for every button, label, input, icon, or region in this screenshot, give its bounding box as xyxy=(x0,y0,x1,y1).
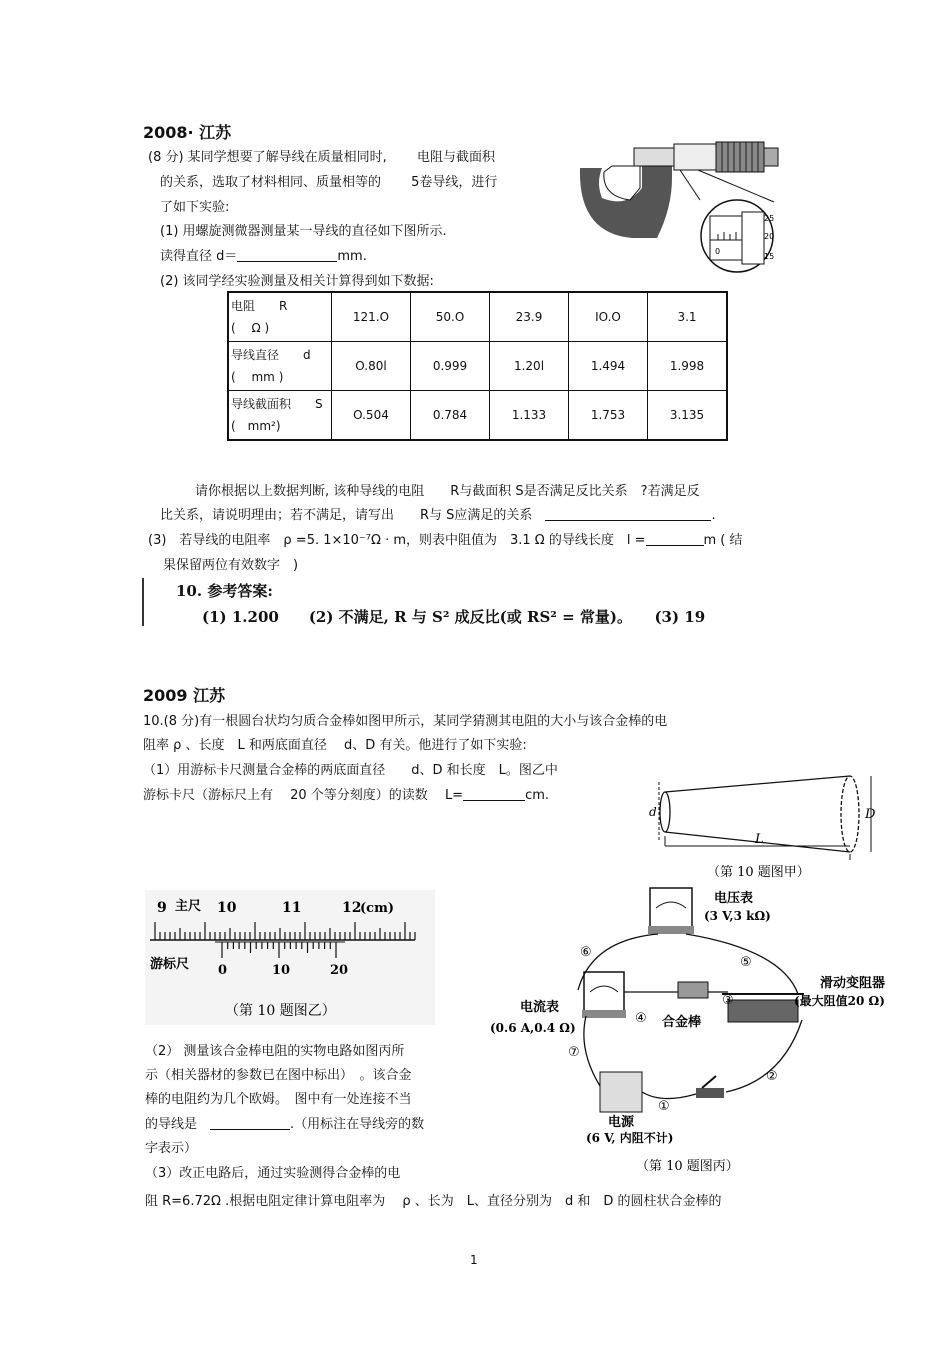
power-source-label: 电源 xyxy=(608,1115,635,1130)
q2009-line3: （1）用游标卡尺测量合金棒的两底面直径 d、D 和长度 L。图乙中 xyxy=(143,763,558,778)
wire-label-4: ④ xyxy=(635,1011,647,1026)
answer-title: 10. 参考答案: xyxy=(176,582,273,600)
table-row xyxy=(228,391,727,441)
q2008-q3-text: (3) 若导线的电阻率 ρ =5. 1×10⁻⁷Ω · m，则表中阻值为 3.1 Ω 的导线长度 l = xyxy=(148,533,646,548)
q2008-para1: 请你根据以上数据判断, 该种导线的电阻 R与截面积 S是否满足反比关系 ?若满足反 xyxy=(195,484,700,499)
q2008-line1: (8 分) 某同学想要了解导线在质量相同时, 电阻与截面积 xyxy=(148,150,495,165)
fig-yi-vernier-label: 游标尺 xyxy=(150,957,190,972)
table-cell: 23.9 xyxy=(490,292,569,342)
figure-jia-rod xyxy=(645,770,895,885)
wire-label-6: ⑥ xyxy=(580,945,592,960)
table-cell: 1.133 xyxy=(490,391,569,441)
table-cell: 0.999 xyxy=(411,342,490,391)
table-cell: 1.20l xyxy=(490,342,569,391)
ammeter-label: 电流表 xyxy=(520,1000,560,1015)
wire-label-2: ② xyxy=(766,1069,778,1084)
micrometer-scale-25: 25 xyxy=(764,214,775,223)
table-row-label xyxy=(228,292,332,342)
figure-yi-vernier xyxy=(145,890,435,1025)
table-cell: O.80l xyxy=(332,342,411,391)
q2009-line4 xyxy=(143,784,549,803)
row-label-name: 导线截面积 S xyxy=(231,397,323,411)
q2009-p2-line1: （2） 测量该合金棒电阻的实物电路如图丙所 xyxy=(145,1044,405,1059)
ammeter-base xyxy=(582,1010,626,1018)
wire-label-7: ⑦ xyxy=(568,1045,580,1060)
rheostat-label: 滑动变阻器 xyxy=(820,976,886,991)
fig-bing-caption: （第 10 题图丙） xyxy=(636,1159,739,1174)
rheostat-spec: (最大阻值20 Ω) xyxy=(794,994,885,1008)
switch-shape xyxy=(696,1088,724,1098)
heading-2008: 2008· 江苏 xyxy=(143,123,232,142)
fig-jia-caption: （第 10 题图甲） xyxy=(707,865,810,880)
rheostat-shape xyxy=(728,1000,798,1022)
q2008-line5-unit: mm. xyxy=(337,249,367,264)
table-cell: IO.O xyxy=(569,292,648,342)
voltmeter-body xyxy=(650,888,692,930)
table-cell: 1.494 xyxy=(569,342,648,391)
row-label-unit: ( Ω ) xyxy=(231,321,270,335)
row-label-name: 电阻 R xyxy=(231,299,288,313)
q2009-p2-line3: 棒的电阻约为几个欧姆。 图中有一处连接不当 xyxy=(145,1092,412,1107)
micrometer-scale-0: 0 xyxy=(715,247,721,256)
fig-jia-L-label: L xyxy=(755,832,764,847)
q2008-line4: (1) 用螺旋测微器测量某一导线的直径如下图所示. xyxy=(160,224,447,239)
table-cell: O.504 xyxy=(332,391,411,441)
q2008-para2-end: . xyxy=(711,508,716,523)
fig-yi-main-tick-11: 11 xyxy=(282,900,302,916)
data-table xyxy=(227,291,728,441)
table-cell: 3.1 xyxy=(648,292,728,342)
q2009-line4-text: 游标卡尺（游标尺上有 20 个等分刻度）的读数 L= xyxy=(143,788,464,803)
alloy-rod-shape xyxy=(678,982,708,998)
q2008-q3-unit: m ( 结 xyxy=(703,533,743,548)
q2008-line5-prefix: 读得直径 d＝ xyxy=(160,249,238,264)
q2008-line5 xyxy=(160,245,367,264)
alloy-rod-label: 合金棒 xyxy=(662,1015,702,1030)
fig-yi-vernier-0: 0 xyxy=(218,963,228,978)
q2009-p3-line2: 阻 R=6.72Ω .根据电阻定律计算电阻率为 ρ 、长为 L、直径分别为 d 和 D 的圆柱状合金棒的 xyxy=(145,1194,722,1209)
fig-yi-unit: (cm) xyxy=(360,901,394,916)
figure-bing-circuit xyxy=(482,880,912,1180)
fig-jia-D-label: D xyxy=(865,807,876,822)
answer-bar xyxy=(142,578,144,626)
heading-2009: 2009 江苏 xyxy=(143,686,226,705)
table-cell: 50.O xyxy=(411,292,490,342)
q2008-line2: 的关系，选取了材料相同、质量相等的 5卷导线，进行 xyxy=(160,175,498,190)
length-blank xyxy=(646,531,704,546)
power-source-spec: (6 V, 内阻不计) xyxy=(586,1131,674,1145)
fig-yi-vernier-20: 20 xyxy=(330,963,349,978)
table-row xyxy=(228,292,727,342)
q2009-p3-line1: （3）改正电路后，通过实验测得合金棒的电 xyxy=(145,1166,401,1181)
diameter-blank xyxy=(237,247,337,262)
fig-yi-caption: （第 10 题图乙） xyxy=(225,1003,336,1019)
voltmeter-spec: (3 V,3 kΩ) xyxy=(704,909,771,923)
fig-yi-main-tick-9: 9 xyxy=(157,900,167,916)
reference-answer xyxy=(142,578,706,628)
row-label-unit: ( mm ) xyxy=(231,370,284,384)
voltmeter-label: 电压表 xyxy=(714,891,754,906)
fig-yi-vernier-10: 10 xyxy=(272,963,291,978)
micrometer-figure xyxy=(572,138,812,273)
vernier-reading-blank xyxy=(463,786,525,801)
q2008-line6: (2) 该同学经实验测量及相关计算得到如下数据: xyxy=(160,274,434,289)
row-label-unit: ( mm²) xyxy=(231,419,281,433)
q2009-p2-line5: 字表示） xyxy=(145,1141,198,1156)
row-label-name: 导线直径 d xyxy=(231,348,311,362)
relation-blank xyxy=(545,506,711,521)
table-cell: 3.135 xyxy=(648,391,728,441)
q2008-line3: 了如下实验: xyxy=(160,200,230,215)
wire-label-1: ① xyxy=(658,1099,670,1114)
q2009-line1: 10.(8 分)有一根圆台状均匀质合金棒如图甲所示，某同学猜测其电阻的大小与该合金棒的电 xyxy=(143,714,668,729)
micrometer-scale-15: 15 xyxy=(764,252,775,261)
power-source-shape xyxy=(600,1072,642,1112)
q2008-q3-note: 果保留两位有效数字 ) xyxy=(163,558,299,573)
fig-yi-main-tick-12: 12 xyxy=(342,900,362,916)
q2008-q3 xyxy=(148,529,743,548)
table-row-label xyxy=(228,342,332,391)
wire-label-3: ③ xyxy=(722,993,734,1008)
table-cell: 121.O xyxy=(332,292,411,342)
micrometer-scale-20: 20 xyxy=(764,232,775,241)
fig-yi-main-label: 主尺 xyxy=(175,899,202,914)
answer-body: (1) 1.200 (2) 不满足, R 与 S² 成反比(或 RS² = 常量)。 (3) 19 xyxy=(202,608,706,626)
q2008-para2 xyxy=(160,504,716,523)
q2009-p2-line4 xyxy=(145,1113,424,1132)
ammeter-spec: (0.6 A,0.4 Ω) xyxy=(490,1021,576,1035)
q2009-p2-line4-text: 的导线是 xyxy=(145,1117,198,1132)
q2009-line2: 阻率 ρ 、长度 L 和两底面直径 d、D 有关。他进行了如下实验: xyxy=(143,738,527,753)
table-cell: 1.753 xyxy=(569,391,648,441)
q2009-line4-unit: cm. xyxy=(525,788,550,803)
wire-number-blank xyxy=(210,1115,290,1130)
q2009-p2-line4-end: .（用标注在导线旁的数 xyxy=(290,1117,425,1132)
q2009-p2-line2: 示（相关器材的参数已在图中标出） 。该合金 xyxy=(145,1068,412,1083)
table-row xyxy=(228,342,727,391)
fig-yi-main-tick-10: 10 xyxy=(217,900,237,916)
page-number: 1 xyxy=(470,1253,478,1267)
table-cell: 0.784 xyxy=(411,391,490,441)
q2008-para2-text: 比关系，请说明理由；若不满足，请写出 R与 S应满足的关系 xyxy=(160,508,533,523)
fig-jia-d-label: d xyxy=(649,805,657,819)
table-cell: 1.998 xyxy=(648,342,728,391)
wire-label-5: ⑤ xyxy=(740,955,752,970)
table-row-label xyxy=(228,391,332,441)
voltmeter-base xyxy=(648,926,694,934)
